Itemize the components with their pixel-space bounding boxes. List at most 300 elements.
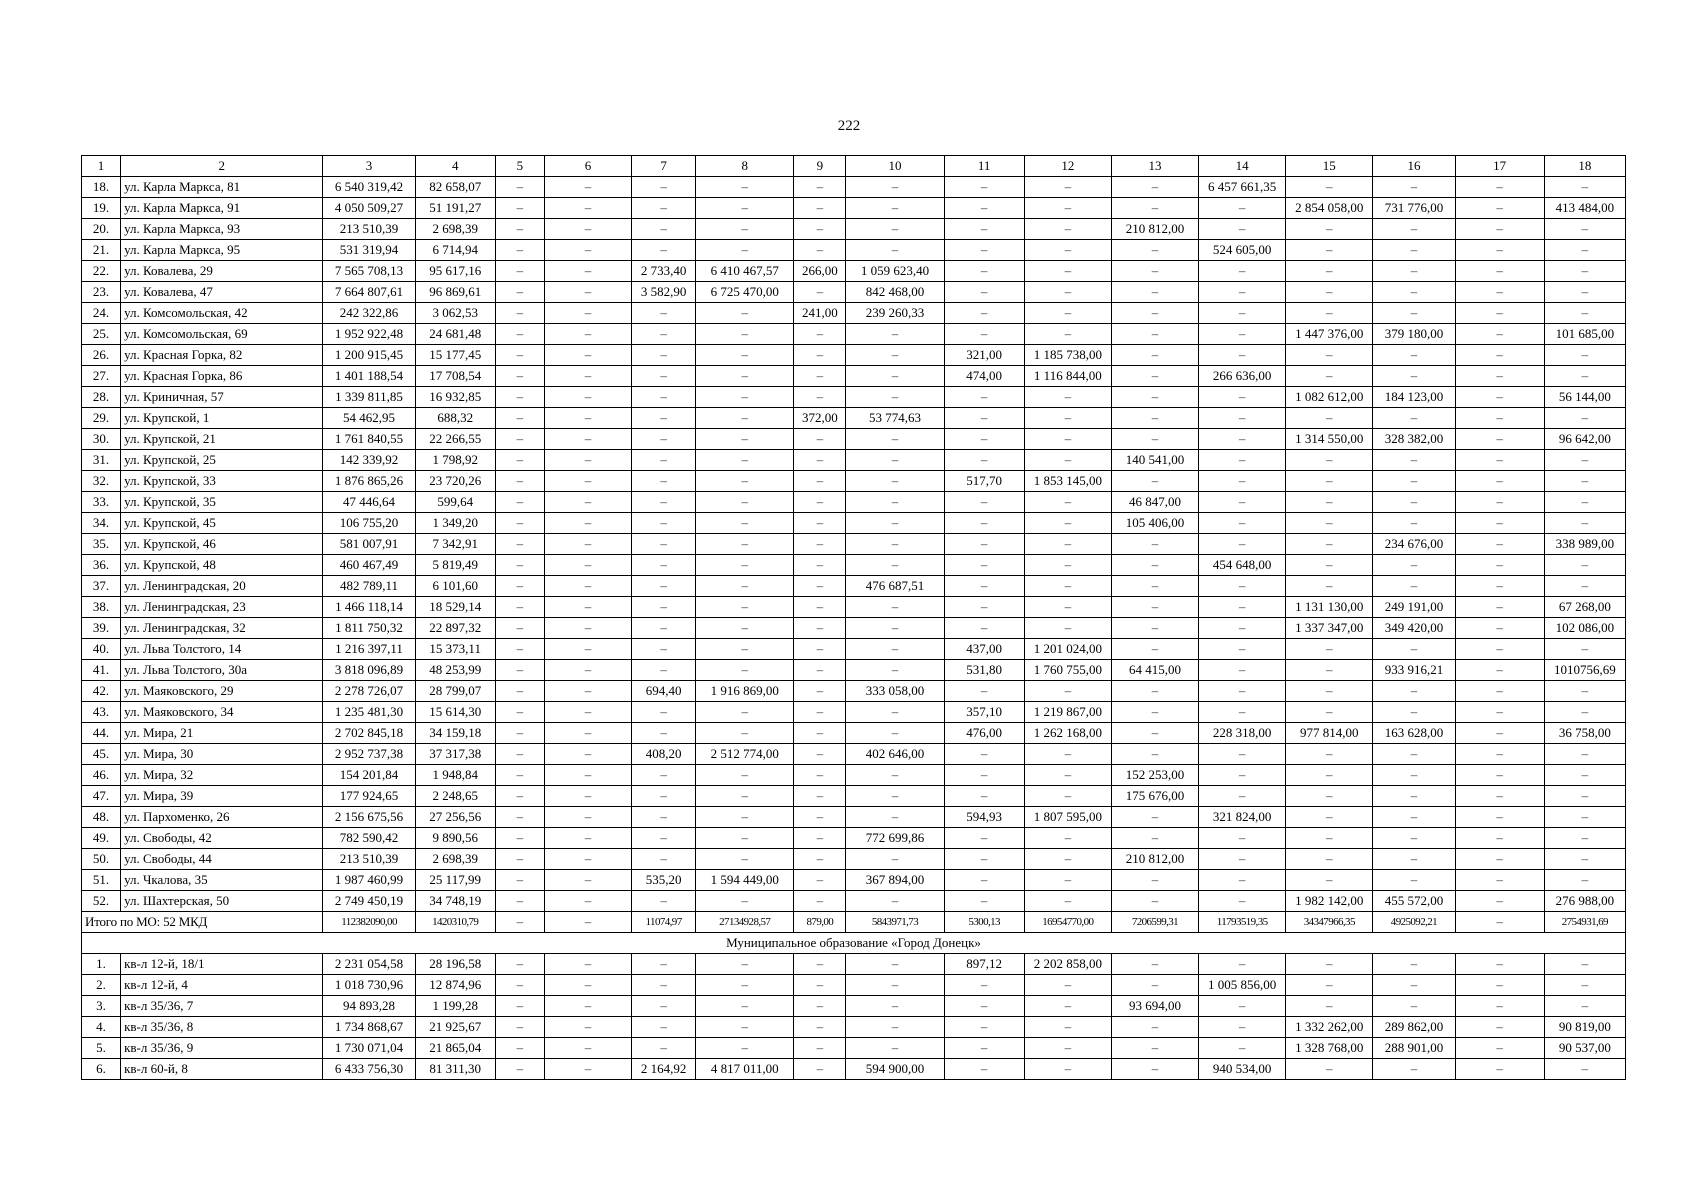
value-cell: – (1373, 303, 1455, 324)
value-cell: – (696, 177, 794, 198)
value-cell: – (495, 282, 544, 303)
value-cell: – (696, 534, 794, 555)
value-cell: – (1373, 219, 1455, 240)
value-cell: – (794, 555, 846, 576)
value-cell: 3 582,90 (632, 282, 696, 303)
value-cell: – (1024, 303, 1111, 324)
value-cell: – (944, 597, 1024, 618)
table-row (82, 324, 1626, 345)
address-cell: кв-л 12-й, 18/1 (121, 954, 323, 975)
value-cell: 48 253,99 (415, 660, 495, 681)
table-row (82, 240, 1626, 261)
value-cell: – (632, 303, 696, 324)
value-cell: – (944, 492, 1024, 513)
value-cell: – (1024, 450, 1111, 471)
value-cell: – (696, 219, 794, 240)
value-cell: 328 382,00 (1373, 429, 1455, 450)
address-cell: кв-л 35/36, 7 (121, 996, 323, 1017)
value-cell: – (1111, 618, 1198, 639)
value-cell: – (944, 891, 1024, 912)
value-cell: 531 319,94 (323, 240, 415, 261)
value-cell: 2 749 450,19 (323, 891, 415, 912)
value-cell: – (1544, 996, 1625, 1017)
table-row (82, 303, 1626, 324)
value-cell: – (1024, 324, 1111, 345)
row-number: 28. (82, 387, 121, 408)
table-row (82, 177, 1626, 198)
value-cell: 6 457 661,35 (1199, 177, 1286, 198)
address-cell: ул. Льва Толстого, 14 (121, 639, 323, 660)
address-cell: ул. Свободы, 44 (121, 849, 323, 870)
value-cell: – (1199, 639, 1286, 660)
table-row (82, 219, 1626, 240)
address-cell: ул. Карла Маркса, 93 (121, 219, 323, 240)
value-cell: 2 248,65 (415, 786, 495, 807)
value-cell: – (1286, 345, 1373, 366)
row-number: 20. (82, 219, 121, 240)
row-number: 26. (82, 345, 121, 366)
value-cell: 437,00 (944, 639, 1024, 660)
column-header: 5 (495, 156, 544, 177)
address-cell: ул. Мира, 32 (121, 765, 323, 786)
value-cell: – (1286, 639, 1373, 660)
total-value: 7206599,31 (1111, 912, 1198, 933)
value-cell: – (794, 954, 846, 975)
value-cell: – (846, 555, 944, 576)
value-cell: – (1286, 681, 1373, 702)
row-number: 41. (82, 660, 121, 681)
value-cell: 594 900,00 (846, 1059, 944, 1080)
value-cell: – (1544, 870, 1625, 891)
value-cell: – (1373, 765, 1455, 786)
value-cell: 581 007,91 (323, 534, 415, 555)
value-cell: 34 748,19 (415, 891, 495, 912)
value-cell: – (1373, 240, 1455, 261)
value-cell: – (846, 996, 944, 1017)
value-cell: – (632, 324, 696, 345)
value-cell: – (794, 660, 846, 681)
table-row (82, 702, 1626, 723)
row-number: 5. (82, 1038, 121, 1059)
value-cell: – (944, 450, 1024, 471)
value-cell: – (495, 219, 544, 240)
value-cell: – (1544, 492, 1625, 513)
value-cell: 1 339 811,85 (323, 387, 415, 408)
column-header: 14 (1199, 156, 1286, 177)
value-cell: – (1455, 786, 1544, 807)
row-number: 32. (82, 471, 121, 492)
value-cell: – (794, 450, 846, 471)
value-cell: 96 869,61 (415, 282, 495, 303)
table-row (82, 576, 1626, 597)
value-cell: 1 734 868,67 (323, 1017, 415, 1038)
value-cell: – (544, 429, 631, 450)
value-cell: – (696, 240, 794, 261)
value-cell: 152 253,00 (1111, 765, 1198, 786)
value-cell: – (544, 702, 631, 723)
address-cell: кв-л 60-й, 8 (121, 1059, 323, 1080)
value-cell: 101 685,00 (1544, 324, 1625, 345)
value-cell: 1 131 130,00 (1286, 597, 1373, 618)
row-number: 4. (82, 1017, 121, 1038)
value-cell: – (632, 996, 696, 1017)
value-cell: – (1544, 366, 1625, 387)
value-cell: 82 658,07 (415, 177, 495, 198)
value-cell: – (1199, 891, 1286, 912)
table-row (82, 786, 1626, 807)
value-cell: 266,00 (794, 261, 846, 282)
value-cell: – (1373, 450, 1455, 471)
value-cell: – (1286, 954, 1373, 975)
value-cell: – (1024, 975, 1111, 996)
value-cell: 897,12 (944, 954, 1024, 975)
total-value: 4925092,21 (1373, 912, 1455, 933)
value-cell: – (696, 513, 794, 534)
table-row (82, 765, 1626, 786)
value-cell: – (1111, 870, 1198, 891)
row-number: 46. (82, 765, 121, 786)
value-cell: – (1111, 471, 1198, 492)
value-cell: 213 510,39 (323, 849, 415, 870)
value-cell: – (846, 1038, 944, 1059)
value-cell: – (846, 177, 944, 198)
value-cell: 276 988,00 (1544, 891, 1625, 912)
row-number: 34. (82, 513, 121, 534)
value-cell: 1 798,92 (415, 450, 495, 471)
value-cell: – (846, 765, 944, 786)
value-cell: – (1024, 996, 1111, 1017)
value-cell: – (1111, 975, 1198, 996)
value-cell: – (696, 429, 794, 450)
value-cell: – (1373, 555, 1455, 576)
value-cell: – (544, 240, 631, 261)
value-cell: 234 676,00 (1373, 534, 1455, 555)
value-cell: 772 699,86 (846, 828, 944, 849)
value-cell: – (544, 219, 631, 240)
value-cell: – (1024, 744, 1111, 765)
value-cell: – (544, 639, 631, 660)
value-cell: – (1024, 576, 1111, 597)
value-cell: – (1373, 849, 1455, 870)
value-cell: 455 572,00 (1373, 891, 1455, 912)
value-cell: – (1544, 954, 1625, 975)
value-cell: – (794, 975, 846, 996)
value-cell: – (544, 576, 631, 597)
value-cell: 3 818 096,89 (323, 660, 415, 681)
value-cell: – (1455, 492, 1544, 513)
value-cell: – (696, 975, 794, 996)
value-cell: – (1544, 639, 1625, 660)
value-cell: – (632, 765, 696, 786)
column-header: 3 (323, 156, 415, 177)
table-row (82, 282, 1626, 303)
value-cell: – (1286, 408, 1373, 429)
column-header: 13 (1111, 156, 1198, 177)
value-cell: – (1373, 492, 1455, 513)
value-cell: – (1111, 240, 1198, 261)
value-cell: 2 702 845,18 (323, 723, 415, 744)
value-cell: – (495, 702, 544, 723)
value-cell: – (1455, 219, 1544, 240)
address-cell: ул. Карла Маркса, 95 (121, 240, 323, 261)
value-cell: – (846, 618, 944, 639)
table-row (82, 807, 1626, 828)
value-cell: 15 373,11 (415, 639, 495, 660)
value-cell: – (632, 1038, 696, 1059)
column-header: 1 (82, 156, 121, 177)
value-cell: – (1455, 324, 1544, 345)
value-cell: 599,64 (415, 492, 495, 513)
table-row (82, 261, 1626, 282)
value-cell: – (1455, 261, 1544, 282)
value-cell: – (1111, 177, 1198, 198)
value-cell: – (1024, 597, 1111, 618)
value-cell: – (696, 597, 794, 618)
value-cell: 241,00 (794, 303, 846, 324)
row-number: 35. (82, 534, 121, 555)
value-cell: – (495, 828, 544, 849)
value-cell: – (1024, 786, 1111, 807)
value-cell: 694,40 (632, 681, 696, 702)
value-cell: – (696, 639, 794, 660)
address-cell: ул. Карла Маркса, 91 (121, 198, 323, 219)
value-cell: – (696, 954, 794, 975)
table-row (82, 618, 1626, 639)
value-cell: – (1455, 282, 1544, 303)
value-cell: 1 811 750,32 (323, 618, 415, 639)
value-cell: – (1286, 177, 1373, 198)
value-cell: – (1544, 1059, 1625, 1080)
value-cell: – (1286, 492, 1373, 513)
value-cell: 1 466 118,14 (323, 597, 415, 618)
value-cell: – (495, 345, 544, 366)
value-cell: – (1024, 765, 1111, 786)
value-cell: – (1199, 1038, 1286, 1059)
address-cell: ул. Крупской, 33 (121, 471, 323, 492)
value-cell: 1 005 856,00 (1199, 975, 1286, 996)
value-cell: 2 952 737,38 (323, 744, 415, 765)
value-cell: 379 180,00 (1373, 324, 1455, 345)
value-cell: 37 317,38 (415, 744, 495, 765)
value-cell: – (794, 513, 846, 534)
value-cell: 34 159,18 (415, 723, 495, 744)
address-cell: ул. Крупской, 45 (121, 513, 323, 534)
column-header: 17 (1455, 156, 1544, 177)
row-number: 18. (82, 177, 121, 198)
table-row (82, 366, 1626, 387)
value-cell: 163 628,00 (1373, 723, 1455, 744)
value-cell: 140 541,00 (1111, 450, 1198, 471)
value-cell: – (1544, 219, 1625, 240)
value-cell: 1 349,20 (415, 513, 495, 534)
value-cell: – (544, 1017, 631, 1038)
value-cell: – (1024, 1038, 1111, 1059)
value-cell: – (632, 555, 696, 576)
value-cell: – (1199, 849, 1286, 870)
value-cell: 106 755,20 (323, 513, 415, 534)
value-cell: 1 876 865,26 (323, 471, 415, 492)
value-cell: – (495, 660, 544, 681)
value-cell: – (632, 450, 696, 471)
value-cell: – (544, 954, 631, 975)
address-cell: ул. Крупской, 1 (121, 408, 323, 429)
address-cell: ул. Свободы, 42 (121, 828, 323, 849)
value-cell: – (1373, 282, 1455, 303)
value-cell: 239 260,33 (846, 303, 944, 324)
value-cell: – (846, 534, 944, 555)
value-cell: – (696, 366, 794, 387)
value-cell: 940 534,00 (1199, 1059, 1286, 1080)
value-cell: – (495, 975, 544, 996)
value-cell: – (846, 240, 944, 261)
table-row (82, 870, 1626, 891)
value-cell: 16 932,85 (415, 387, 495, 408)
value-cell: – (495, 303, 544, 324)
value-cell: – (1024, 282, 1111, 303)
value-cell: – (1111, 303, 1198, 324)
value-cell: 1 807 595,00 (1024, 807, 1111, 828)
value-cell: – (495, 954, 544, 975)
value-cell: – (794, 807, 846, 828)
row-number: 33. (82, 492, 121, 513)
value-cell: 2 202 858,00 (1024, 954, 1111, 975)
value-cell: – (1111, 282, 1198, 303)
value-cell: 731 776,00 (1373, 198, 1455, 219)
address-cell: ул. Шахтерская, 50 (121, 891, 323, 912)
value-cell: 2 164,92 (632, 1059, 696, 1080)
value-cell: – (944, 198, 1024, 219)
value-cell: – (696, 450, 794, 471)
value-cell: – (794, 240, 846, 261)
value-cell: – (632, 702, 696, 723)
row-number: 19. (82, 198, 121, 219)
value-cell: – (1024, 1059, 1111, 1080)
value-cell: – (696, 765, 794, 786)
value-cell: – (495, 177, 544, 198)
value-cell: – (632, 807, 696, 828)
value-cell: – (696, 849, 794, 870)
value-cell: 23 720,26 (415, 471, 495, 492)
value-cell: – (1024, 618, 1111, 639)
value-cell: – (1111, 807, 1198, 828)
value-cell: – (1286, 282, 1373, 303)
value-cell: – (544, 828, 631, 849)
value-cell: – (1455, 870, 1544, 891)
value-cell: – (1199, 954, 1286, 975)
value-cell: – (794, 429, 846, 450)
value-cell: – (944, 408, 1024, 429)
value-cell: – (944, 996, 1024, 1017)
total-value: 1420310,79 (415, 912, 495, 933)
value-cell: – (944, 177, 1024, 198)
row-number: 47. (82, 786, 121, 807)
address-cell: ул. Крупской, 46 (121, 534, 323, 555)
value-cell: – (495, 576, 544, 597)
value-cell: – (495, 408, 544, 429)
value-cell: – (544, 681, 631, 702)
value-cell: – (1111, 429, 1198, 450)
value-cell: – (1544, 261, 1625, 282)
value-cell: 349 420,00 (1373, 618, 1455, 639)
value-cell: – (944, 219, 1024, 240)
column-header: 2 (121, 156, 323, 177)
value-cell: 6 714,94 (415, 240, 495, 261)
value-cell: – (1544, 681, 1625, 702)
value-cell: 321 824,00 (1199, 807, 1286, 828)
value-cell: 242 322,86 (323, 303, 415, 324)
value-cell: – (1373, 807, 1455, 828)
value-cell: – (1455, 1017, 1544, 1038)
value-cell: 17 708,54 (415, 366, 495, 387)
value-cell: 6 540 319,42 (323, 177, 415, 198)
row-number: 29. (82, 408, 121, 429)
value-cell: – (1199, 828, 1286, 849)
value-cell: 482 789,11 (323, 576, 415, 597)
value-cell: – (495, 492, 544, 513)
value-cell: – (495, 723, 544, 744)
value-cell: 51 191,27 (415, 198, 495, 219)
value-cell: – (1111, 828, 1198, 849)
value-cell: – (632, 891, 696, 912)
table-row (82, 198, 1626, 219)
value-cell: – (495, 681, 544, 702)
value-cell: – (1544, 744, 1625, 765)
value-cell: – (1199, 492, 1286, 513)
value-cell: – (846, 366, 944, 387)
value-cell: – (1024, 828, 1111, 849)
table-row (82, 681, 1626, 702)
address-cell: кв-л 35/36, 8 (121, 1017, 323, 1038)
total-value: 11793519,35 (1199, 912, 1286, 933)
value-cell: 7 565 708,13 (323, 261, 415, 282)
value-cell: – (1373, 786, 1455, 807)
value-cell: – (544, 513, 631, 534)
value-cell: – (1455, 744, 1544, 765)
address-cell: ул. Ковалева, 29 (121, 261, 323, 282)
section-title: Муниципальное образование «Город Донецк» (82, 933, 1626, 954)
row-number: 49. (82, 828, 121, 849)
value-cell: – (1455, 303, 1544, 324)
value-cell: – (1024, 681, 1111, 702)
row-number: 51. (82, 870, 121, 891)
value-cell: – (1111, 702, 1198, 723)
value-cell: 289 862,00 (1373, 1017, 1455, 1038)
value-cell: – (1286, 849, 1373, 870)
value-cell: 21 865,04 (415, 1038, 495, 1059)
value-cell: – (632, 240, 696, 261)
value-cell: – (632, 471, 696, 492)
row-number: 22. (82, 261, 121, 282)
value-cell: – (544, 282, 631, 303)
value-cell: 1 216 397,11 (323, 639, 415, 660)
value-cell: – (1111, 387, 1198, 408)
value-cell: 2 698,39 (415, 219, 495, 240)
table-row (82, 471, 1626, 492)
total-value: – (495, 912, 544, 933)
value-cell: – (794, 576, 846, 597)
value-cell: – (1286, 975, 1373, 996)
value-cell: – (846, 1017, 944, 1038)
value-cell: – (846, 849, 944, 870)
value-cell: – (495, 597, 544, 618)
value-cell: – (1455, 660, 1544, 681)
value-cell: – (696, 702, 794, 723)
value-cell: 177 924,65 (323, 786, 415, 807)
value-cell: – (495, 534, 544, 555)
value-cell: 367 894,00 (846, 870, 944, 891)
value-cell: – (1024, 240, 1111, 261)
value-cell: 54 462,95 (323, 408, 415, 429)
